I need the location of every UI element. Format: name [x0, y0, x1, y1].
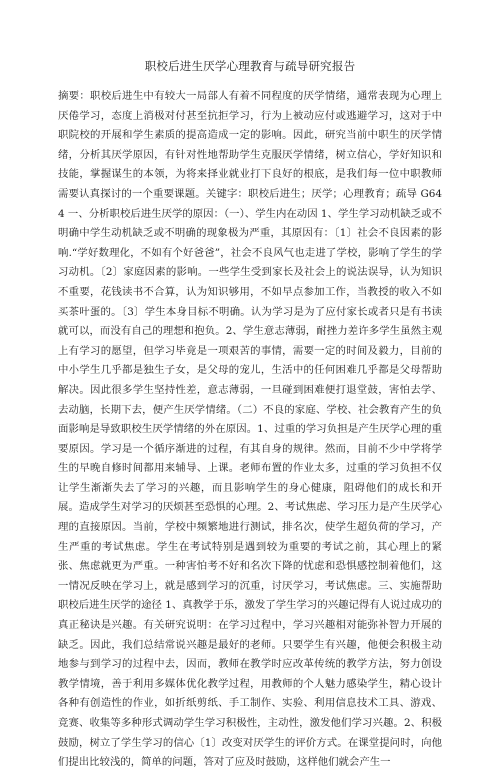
document-title: 职校后进生厌学心理教育与疏导研究报告	[144, 59, 356, 73]
document-body-text: 摘要：职校后进生中有较大一局部人有着不同程度的厌学情绪，通常表现为心理上厌倦学习，态度上消极对付甚至抗拒学习，行为上被动应付或逃避学习，这对于中职院校的开展和学生素质的提高造成一定的影响。因此，研究当前中职生的厌学情绪，分析其厌学原因，有针对性地帮助学生克服厌学情绪，树立信心，学好知识和技能，掌握谋生的本领，为将来择业就业打下良好的根底，是我们每一位中职教师需要认真探讨的一个重要课题。关键字：职校后进生；厌学；心理教育；疏导 G644 一、分析职校后进生厌学的原因：（一）、学生内在动因 1、学生学习动机缺乏或不明确中学生动机缺乏或不明确的现象极为严重，其原因有：〔1〕社会不良因素的影响.“学好数理化，不如有个好爸爸”，社会不良风气也走进了学校，影响了学生的学习动机。〔2〕家庭因素的影响。一些学生受到家长及社会上的说法误导，认为知识不重要，花钱读书不合算，认为知识够用，不如早点参加工作，当教授的收入不如买茶叶蛋的。〔3〕学生本身目标不明确。认为学习是为了应付家长或者只是有书读就可以，而没有自己的理想和抱负。2、学生意志薄弱，耐挫力差许多学生虽然主观上有学习的愿望，但学习毕竟是一项艰苦的事情，需要一定的时间及毅力，目前的中小学生几乎都是独生子女，是父母的宠儿，生活中的任何困难几乎都是父母帮助解决。因此很多学生坚持性差，意志薄弱，一旦碰到困难便打退堂鼓，害怕去学、去动脑，长期下去，便产生厌学情绪。（二）不良的家庭、学校、社会教育产生的负面影响是导致职校生厌学情绪的外在原因。1、过重的学习负担是产生厌学心理的重要原因。学习是一个循序渐进的过程，有其自身的规律。然而，目前不少中学将学生的早晚自修时间都用来辅导、上课。老师布置的作业太多，过重的学习负担不仅让学生渐渐失去了学习的兴趣，而且影响学生的身心健康，阻碍他们的成长和开展。造成学生对学习的厌烦甚至恐惧的心理。2、考试焦虑、学习压力是产生厌学心理的直接原因。当前，学校中频繁地进行测试，排名次，使学生超负荷的学习，产生严重的考试焦虑。学生在考试特别是遇到较为重要的考试之前，其心理上的紧张、焦虑就更为严重。一种害怕考不好和名次下降的忧虑和恐惧感控制着他们，这一情况反映在学习上，就是感到学习的沉重，讨厌学习，考试焦虑。三、实施帮助职校后进生厌学的途径 1、真教学于乐，激发了学生学习的兴趣记得有人说过成功的真正秘诀是兴趣。有关研究说明：在学习过程中，学习兴趣相对能弥补智力开展的缺乏。因此，我们总结常说兴趣是最好的老师。只要学生有兴趣，他便会积极主动地参与到学习的过程中去，因而，教师在教学时应改革传统的教学方法，努力创设教学情境，善于利用多媒体优化教学过程，用教师的个人魅力感染学生，精心设计各种有创造性的作业，如折纸剪纸、手工制作、实验、利用信息技术工具、游戏、竞赛、收集等多种形式调动学生学习积极性，主动性，激发他们学习兴趣。2、积极鼓励，树立了学生学习的信心〔1〕改变对厌学生的评价方式。在课堂提问时，向他们提出比较浅的，简单的问题，答对了应及时鼓励，这样他们就会产生一	[58, 90, 442, 769]
